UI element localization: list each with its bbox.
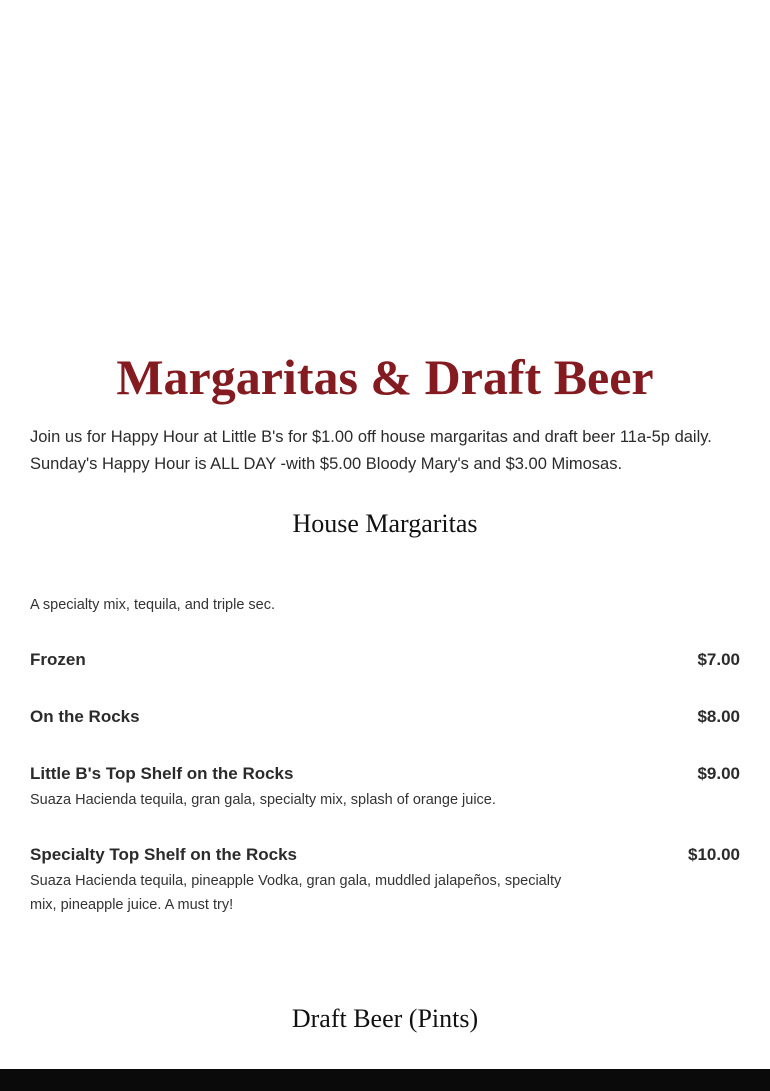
intro-line-sunday: Sunday's Happy Hour is ALL DAY -with $5.00 Bloody Mary's and $3.00 Mimosas. bbox=[30, 455, 623, 473]
menu-item-name: Frozen bbox=[30, 650, 86, 669]
section-title-draft-beer: Draft Beer (Pints) bbox=[291, 1004, 479, 1033]
menu-item-price: $7.00 bbox=[697, 650, 740, 669]
menu-item-description: Suaza Hacienda tequila, gran gala, specialty mix, splash of orange juice. bbox=[30, 792, 496, 808]
menu-item-price: $9.00 bbox=[697, 764, 740, 783]
intro-text bbox=[30, 424, 742, 478]
menu-item-name: On the Rocks bbox=[30, 707, 140, 726]
menu-item bbox=[30, 648, 740, 672]
menu-item bbox=[30, 762, 740, 812]
menu-item bbox=[30, 843, 740, 917]
section-title-house-margaritas: House Margaritas bbox=[292, 509, 478, 538]
bottom-bar bbox=[0, 1069, 770, 1091]
section-description: A specialty mix, tequila, and triple sec. bbox=[30, 597, 276, 613]
menu-item-description: Suaza Hacienda tequila, pineapple Vodka, gran gala, muddled jalapeños, specialty mix, pineapple juice. A must try! bbox=[30, 873, 562, 913]
menu-item-name: Specialty Top Shelf on the Rocks bbox=[30, 845, 298, 864]
menu-item bbox=[30, 705, 740, 729]
menu-item-price: $10.00 bbox=[688, 845, 740, 864]
intro-line-happy-hour: Join us for Happy Hour at Little B's for $1.00 off house margaritas and draft beer 11a-5p daily. bbox=[30, 428, 712, 446]
menu-item-name: Little B's Top Shelf on the Rocks bbox=[30, 764, 294, 783]
menu-item-price: $8.00 bbox=[697, 707, 740, 726]
page-title: Margaritas & Draft Beer bbox=[116, 349, 654, 405]
image-placeholder-area bbox=[0, 0, 770, 340]
